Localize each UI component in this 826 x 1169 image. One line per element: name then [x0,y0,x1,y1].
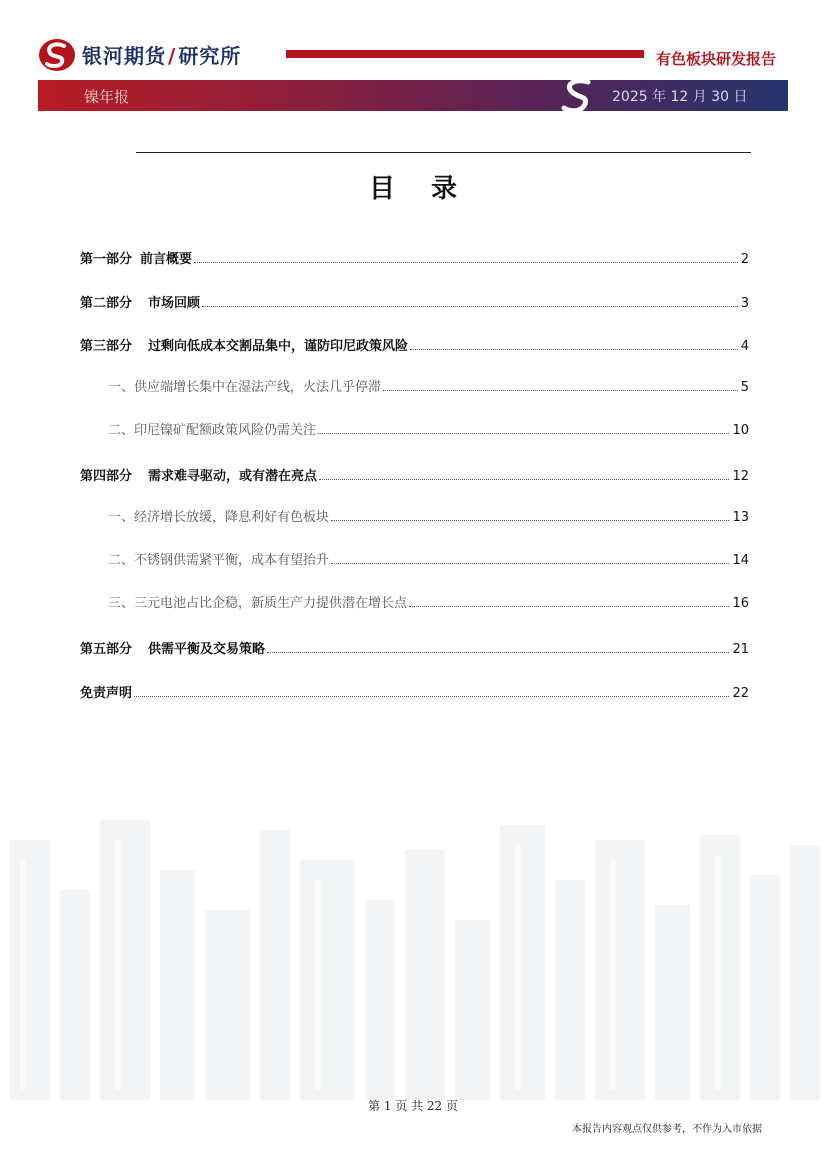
toc-page-number: 22 [732,686,749,701]
toc-part-label: 第三部分 [80,339,133,354]
brand-name [82,40,241,69]
toc-dot-leader [409,605,729,607]
toc-page-number: 2 [740,252,749,267]
toc-page-number: 5 [740,380,749,395]
page-number: 第 1 页 共 22 页 [368,1099,458,1113]
city-skyline-watermark [0,800,826,1100]
toc-page-number: 16 [732,596,749,611]
toc-page-number: 10 [732,423,749,438]
toc-part-label: 第一部分 [80,252,133,267]
header-red-rule [286,50,644,58]
toc-dot-leader [267,651,729,653]
report-type: 有色板块研发报告 [656,50,777,68]
toc-subentry[interactable] [108,419,749,438]
toc-entry[interactable] [80,638,749,657]
brand-separator: / [168,44,177,68]
toc-page-number: 3 [740,296,749,311]
toc-entry[interactable] [80,248,749,267]
toc-title: 目录 [368,174,493,204]
toc-page-number: 21 [732,642,749,657]
toc-entry-title: 一、经济增长放缓，降息利好有色板块 [108,510,330,525]
swoosh-icon [556,78,600,114]
toc-dot-leader [331,562,729,564]
footer-disclaimer: 本报告内容观点仅供参考，不作为入市依据 [572,1124,762,1135]
toc-subentry[interactable] [108,506,749,525]
toc-dot-leader [318,432,729,434]
banner-subtitle: 镍年报 [84,88,130,106]
toc-dot-leader [194,261,738,263]
toc-entry-title: 二、印尼镍矿配额政策风险仍需关注 [108,423,317,438]
toc-entry[interactable] [80,682,749,701]
toc-dot-leader [202,305,738,307]
toc-subentry[interactable] [108,376,749,395]
toc-page-number: 13 [732,510,749,525]
toc-page-number: 12 [732,469,749,484]
toc-entry-title: 三、三元电池占比企稳，新质生产力提供潜在增长点 [108,596,408,611]
title-divider [136,152,751,153]
toc-entry[interactable] [80,465,749,484]
toc-subentry[interactable] [108,592,749,611]
report-date: 2025 年 12 月 30 日 [612,89,748,105]
toc-dot-leader [410,348,738,350]
galaxy-futures-logo-icon [38,38,76,72]
toc-entry-title: 二、不锈钢供需紧平衡，成本有望抬升 [108,553,330,568]
toc-entry-title: 前言概要 [140,252,193,267]
toc-dot-leader [383,389,738,391]
toc-part-label: 第二部分 [80,296,133,311]
brand-division: 研究所 [178,44,242,68]
toc-entry-title: 市场回顾 [148,296,201,311]
toc-dot-leader [319,478,729,480]
toc-dot-leader [134,695,729,697]
toc-entry-title: 一、供应端增长集中在湿法产线，火法几乎停滞 [108,380,382,395]
toc-part-label: 第五部分 [80,642,133,657]
toc-entry-title: 过剩向低成本交割品集中，谨防印尼政策风险 [148,339,409,354]
toc-entry[interactable] [80,292,749,311]
toc-subentry[interactable] [108,549,749,568]
toc-entry[interactable] [80,335,749,354]
toc-dot-leader [331,519,729,521]
brand-company: 银河期货 [82,44,166,68]
toc-part-label: 第四部分 [80,469,133,484]
toc-entry-title: 免责声明 [80,686,133,701]
toc-page-number: 14 [732,553,749,568]
toc-entry-title: 供需平衡及交易策略 [148,642,266,657]
toc-page-number: 4 [740,339,749,354]
toc-entry-title: 需求难寻驱动，或有潜在亮点 [148,469,318,484]
